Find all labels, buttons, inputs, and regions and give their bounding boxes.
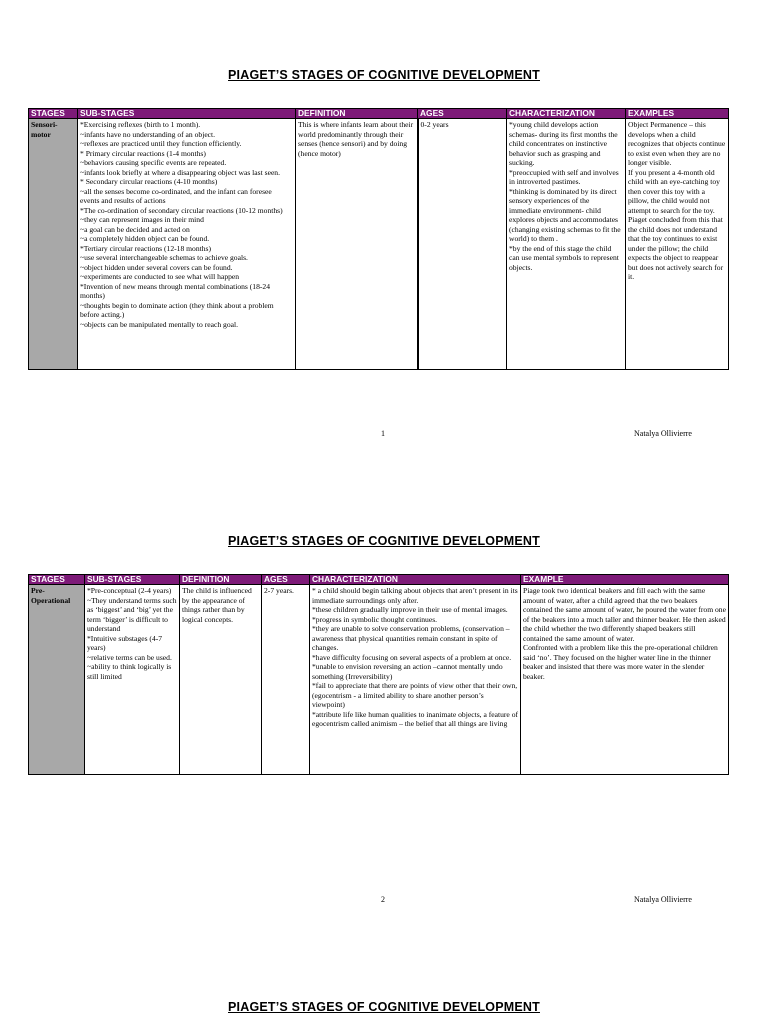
characterization-line: *preoccupied with self and involves in introverted pastimes.	[509, 167, 619, 186]
substage-line: ~use several interchangeable schemas to achieve goals.	[80, 253, 248, 262]
substage-line: * Secondary circular reactions (4-10 months)	[80, 177, 218, 186]
page-number: 1	[381, 429, 385, 438]
author-name: Natalya Ollivierre	[634, 429, 692, 438]
substage-line: * Primary circular reactions (1-4 months)	[80, 148, 206, 158]
characterization-line: *by the end of this stage the child can use mental symbols to represent objects.	[509, 243, 619, 272]
substage-line: *The co-ordination of secondary circular reactions (10-12 months)	[80, 205, 283, 215]
example-line: Object Permanence – this develops when a child recognizes that objects continue to exist even when they are no longer visible.	[628, 120, 726, 167]
examples-cell	[521, 585, 729, 775]
column-header: STAGES	[29, 575, 85, 585]
substage-line: ~infants look briefly at where a disappearing object was last seen.	[80, 167, 281, 177]
characterization-line: * a child should begin talking about objects that aren’t present in its immediate surroundings only after.	[312, 586, 518, 605]
substage-line: *Invention of new means through mental combinations (18-24 months)	[80, 281, 271, 300]
page-title: PIAGET’S STAGES OF COGNITIVE DEVELOPMENT	[228, 68, 540, 82]
example-line: Confronted with a problem like this the pre-operational children said ‘no’. They focused on the higher water line in the thinner beaker and insisted that there was more water in the slender beaker.	[523, 643, 718, 681]
page-title: PIAGET’S STAGES OF COGNITIVE DEVELOPMENT	[228, 534, 540, 548]
definition-cell: The child is influenced by the appearance of things rather than by logical concepts.	[180, 585, 262, 775]
substage-line: ~a goal can be decided and acted on	[80, 224, 190, 234]
stage-name: Pre-Operational	[29, 585, 85, 775]
substages-cell	[78, 119, 296, 370]
column-header: DEFINITION	[180, 575, 262, 585]
column-header: CHARACTERIZATION	[507, 109, 626, 119]
substage-line: ~They understand terms such as ‘biggest’ and ‘big’ yet the term ‘bigger’ is difficult to understand	[87, 595, 177, 633]
stages-table	[28, 108, 729, 370]
page-title: PIAGET’S STAGES OF COGNITIVE DEVELOPMENT	[228, 1000, 540, 1014]
characterization-line: *these children gradually improve in their use of mental images.	[312, 605, 508, 614]
substage-line: *Tertiary circular reactions (12-18 months)	[80, 243, 212, 253]
substage-line: ~behaviors causing specific events are repeated.	[80, 158, 227, 167]
characterization-line: *thinking is dominated by its direct sensory experiences of the immediate environment- child explores objects and accommodates (changing existing schemas to fit the world) to them .	[509, 186, 621, 243]
characterization-line: *unable to envision reversing an action –cannot mentally undo something (Irreversibility)	[312, 662, 503, 681]
characterization-line: *they are unable to solve conservation problems, (conservation – awareness that physical quantities remain constant in spite of changes.	[312, 624, 510, 652]
characterization-line: *progress in symbolic thought continues.	[312, 614, 438, 624]
characterization-cell	[310, 585, 521, 775]
substage-line: *Intuitive substages (4-7 years)	[87, 633, 163, 652]
substages-cell	[85, 585, 180, 775]
characterization-line: *young child develops action schemas- during its first months the child concentrates on instinctive behavior such as grasping and sucking.	[509, 120, 618, 167]
ages-cell: 2-7 years.	[262, 585, 310, 775]
characterization-line: *attribute life like human qualities to inanimate objects, a feature of egocentrism called animism – the belief that all things are living	[312, 709, 519, 728]
table-header-row	[29, 575, 729, 585]
stages-table	[28, 574, 729, 775]
column-header: EXAMPLES	[626, 109, 729, 119]
substage-line: ~objects can be manipulated mentally to reach goal.	[80, 319, 239, 329]
examples-cell	[626, 119, 729, 370]
characterization-line: *have difficulty focusing on several aspects of a problem at once.	[312, 652, 512, 662]
substage-line: ~object hidden under several covers can be found.	[80, 262, 233, 272]
table-row	[29, 585, 729, 775]
column-header: SUB-STAGES	[85, 575, 180, 585]
page-number: 2	[381, 895, 385, 904]
example-line: Piaget concluded from this that the child does not understand that the toy continues to exist under the pillow; the child expects the object to reappear but does not actively search for it.	[628, 215, 724, 281]
ages-cell: 0-2 years	[418, 119, 507, 370]
substage-line: ~ability to think logically is still limited	[87, 662, 172, 681]
substage-line: ~infants have no understanding of an object.	[80, 129, 216, 139]
substage-line: ~all the senses become co-ordinated, and the infant can foresee events and results of actions	[80, 186, 272, 205]
column-header: CHARACTERIZATION	[310, 575, 521, 585]
characterization-cell	[507, 119, 626, 370]
column-header: DEFINITION	[296, 109, 418, 119]
column-header: AGES	[418, 109, 507, 119]
stage-name: Sensori-motor	[29, 119, 78, 370]
substage-line: ~reflexes are practiced until they function efficiently.	[80, 139, 242, 148]
characterization-line: *fail to appreciate that there are points of view other that their own, (egocentrism - a limited ability to share another person’s viewpoint)	[312, 681, 518, 709]
example-line: If you present a 4-month old child with an eye-catching toy then cover this toy with a pillow, the child would not attempt to search for the toy.	[628, 167, 720, 215]
column-header: AGES	[262, 575, 310, 585]
column-header: STAGES	[29, 109, 78, 119]
substage-line: ~they can represent images in their mind	[80, 215, 204, 224]
column-header: SUB-STAGES	[78, 109, 296, 119]
substage-line: *Exercising reflexes (birth to 1 month).	[80, 120, 201, 129]
author-name: Natalya Ollivierre	[634, 895, 692, 904]
substage-line: ~relative terms can be used.	[87, 652, 172, 662]
table-header-row	[29, 109, 729, 119]
example-line: Piage took two identical beakers and fill each with the same amount of water, after a child agreed that the two beakers contained the same amount of water, he poured the water from one of the beakers into a much taller and thinner beaker. He then asked the child whether the two differently shaped beakers still contained the same amount of water.	[523, 586, 726, 643]
table-row	[29, 119, 729, 370]
column-header: EXAMPLE	[521, 575, 729, 585]
definition-cell: This is where infants learn about their world predominantly through their senses (hence sensori) and by doing (hence motor)	[296, 119, 418, 370]
substage-line: ~experiments are conducted to see what will happen	[80, 272, 240, 281]
substage-line: ~a completely hidden object can be found.	[80, 234, 210, 243]
substage-line: ~thoughts begin to dominate action (they think about a problem before acting.)	[80, 300, 274, 319]
substage-line: *Pre-conceptual (2-4 years)	[87, 586, 172, 595]
